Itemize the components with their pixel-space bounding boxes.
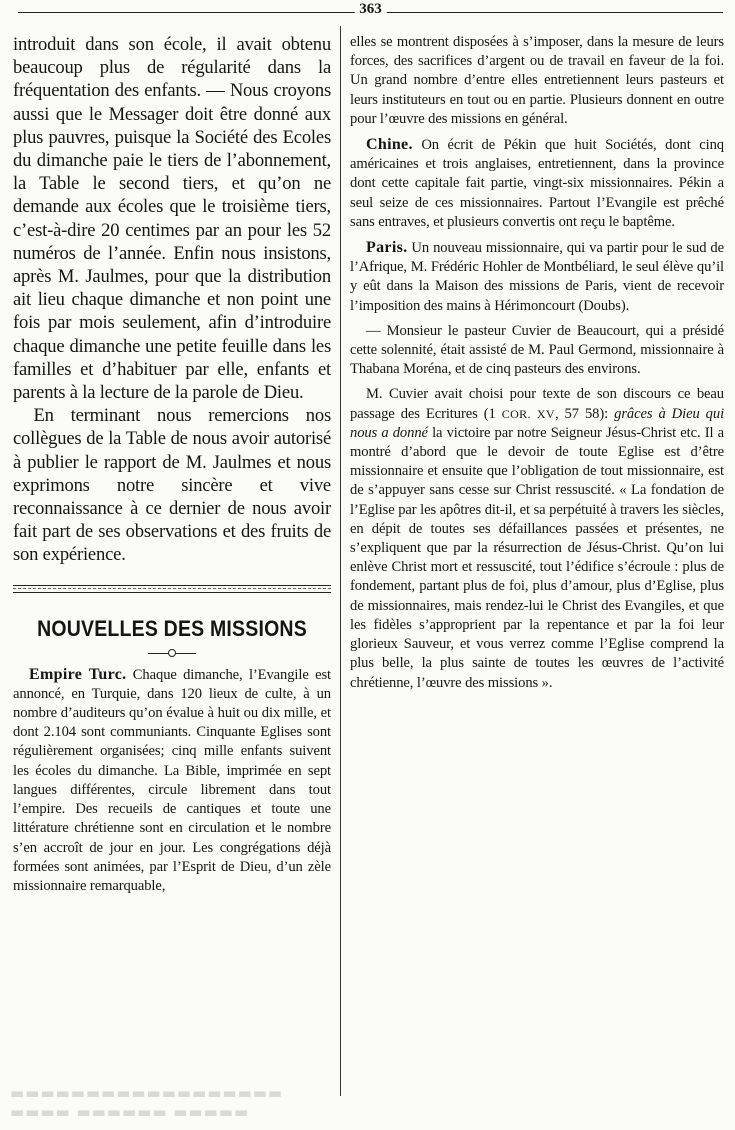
column-divider: [340, 26, 341, 1096]
paragraph-cuvier-discours: [350, 385, 724, 692]
left-text-block: [13, 33, 331, 567]
title-ornament: [148, 649, 196, 657]
paragraph-closing-thanks: En terminant nous remercions nos collègues de la Table de nous avoir autorisé à publier le rapport de M. Jaulmes et nous exprimons notre sincère et vive reconnaissance à ce dernier de nous avoir fait part de ses observations et des fruits de son expérience.: [13, 405, 331, 566]
news-text-empire-turc: Chaque dimanche, l’Evangile est annoncé, en Turquie, dans 120 lieux de culte, à un nombre d’auditeurs qu’on évalue à huit ou dix mille, et dont 2.104 sont communiants. Cinquante Eglises sont régulièrement organisées; cinq mille enfants suivent les écoles du dimanche. La Bible, imprimée en sept langues différentes, circule librement dans tout l’empire. Des recueils de cantiques et toute une littérature chrétienne sont en circulation et le nombre s’en accroît de jour en jour. Les congrégations déjà formées sont animées, par l’Esprit de Dieu, d’un zèle missionnaire remarquable,: [13, 666, 331, 894]
news-item-empire-turc: [13, 665, 331, 896]
right-column: [350, 33, 724, 699]
news-item-paris: [350, 238, 724, 316]
news-heading-chine: Chine.: [366, 136, 413, 154]
scripture-quote: grâces à Dieu qui nous a donné: [350, 405, 725, 441]
left-column: [13, 33, 331, 902]
news-heading-paris: Paris.: [366, 239, 408, 257]
paragraph-cuvier-solennite: — Monsieur le pasteur Cuvier de Beaucourt, qui a présidé cette solennité, était assisté de M. Paul Germond, missionnaire à Thabana Moréna, et de cinq pasteurs des environs.: [350, 322, 724, 378]
paragraph-turkey-continued: elles se montrent disposées à s’imposer, dans la mesure de leurs forces, des sacrifices d’argent ou de travail en faveur de la foi. Un grand nombre d’entre elles entretiennent leurs pasteurs et leurs instituteurs en tout ou en partie. Plusieurs donnent en outre pour l’œuvre des missions en général.: [350, 34, 724, 127]
news-item-chine: [350, 135, 724, 232]
cuvier-text-c: la victoire par notre Seigneur Jésus-Christ etc. Il a montré d’abord que le devoir de toute Eglise est d’être missionnaire et ensuite que l’obligation de tout missionnaire, est de s’appuyer sans cesse sur Christ ressuscité. « La fondation de l’Eglise par les apôtres dit-il, et sa perpétuité à travers les siècles, en dépit de toutes ses défaillances passées et présentes, ne s’expliquent que par la résurrection de Jésus-Christ. Qu’on lui enlève Christ mort et ressuscité, tout l’édifice s’écroule : plus de fondement, partant plus de foi, plus d’amour, plus d’Eglise, plus de missionnaires, mais rendez-lui le Christ des Evangiles, et que les fidèles s’approprient par la repentance et par la foi leur glorieux Sauveur, et vous verrez comme l’Eglise comprend la plus belle, la plus sainte de toutes les œuvres de l’activité chrétienne, l’œuvre des missions ».: [350, 424, 724, 691]
news-text-paris: Un nouveau missionnaire, qui va partir pour le sud de l’Afrique, M. Frédéric Hohler de Montbéliard, le seul élève qu’il y eût dans la Maison des missions de Paris, vient de recevoir l’imposition des mains à Hérimoncourt (Doubs).: [350, 240, 724, 314]
news-heading-empire-turc: Empire Turc.: [29, 665, 127, 683]
section-title: NOUVELLES DES MISSIONS: [37, 615, 307, 642]
page-header: [18, 0, 723, 24]
cuvier-text-b: , 57 58):: [554, 405, 615, 422]
section-divider: [13, 585, 331, 593]
scripture-reference: COR. XV: [501, 406, 555, 421]
bleed-through-shadow: ▬▬▬▬▬▬▬▬▬▬▬▬▬▬▬▬▬▬ ▬▬▬▬ ▬▬▬▬▬▬ ▬▬▬▬▬: [10, 1084, 284, 1121]
paragraph-school-report: introduit dans son école, il avait obtenu beaucoup plus de régularité dans la fréquentation des enfants. — Nous croyons aussi que le Messager doit être donné aux plus pauvres, puisque la Société des Ecoles du dimanche paie le tiers de l’abonnement, la Table le second tiers, et qu’on ne demande aux écoles que le troisième tiers, c’est-à-dire 20 centimes par an pour les 52 numéros de l’année. Enfin nous insistons, après M. Jaulmes, pour que la distribution ait lieu chaque dimanche et non point une fois par mois seulement, afin d’introduire chaque dimanche une petite feuille dans les familles et d’habituer par elle, enfants et parents à la lecture de la parole de Dieu.: [13, 34, 331, 404]
missions-news-left: [13, 665, 331, 896]
missions-news-right: [350, 33, 724, 693]
news-text-chine: On écrit de Pékin que huit Sociétés, dont cinq américaines et trois anglaises, entretiennent, dans la province dont cette capitale fait partie, vingt-six missionnaires. Pékin a seul seize de ces missionnaires. Partout l’Evangile est prêché sans entraves, et plusieurs convertis ont reçu le baptême.: [350, 137, 724, 230]
cuvier-text-a: M. Cuvier avait choisi pour texte de son discours ce beau passage des Ecritures (1: [350, 386, 724, 422]
page-number: 363: [354, 1, 387, 18]
